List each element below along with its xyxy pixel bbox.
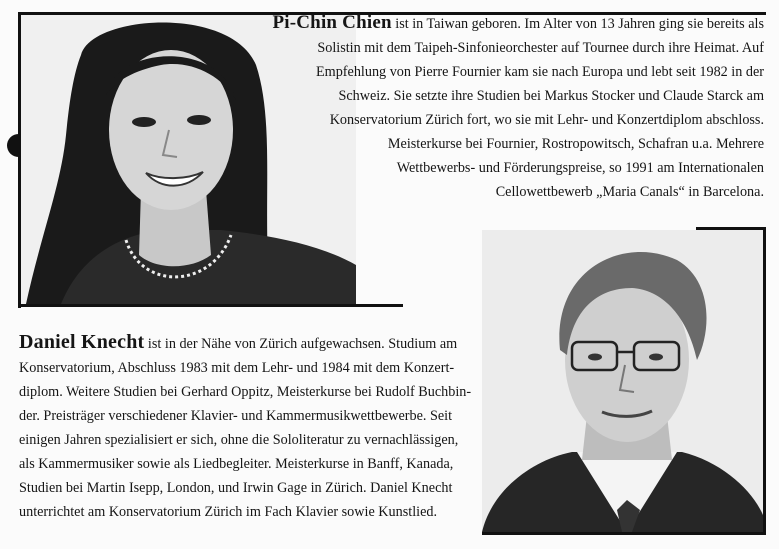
daniel-bio-line: der. Preisträger verschiedener Klavier- und Kammermusikwettbewerbe. Seit <box>19 408 453 424</box>
daniel-bio-line: einigen Jahren spezialisiert er sich, ohne die Sololiteratur zu vernachlässigen, <box>19 432 459 448</box>
pichin-bio <box>214 11 764 204</box>
daniel-bio <box>19 330 489 524</box>
daniel-portrait-image <box>482 230 763 532</box>
pichin-bio-line: Empfehlung von Pierre Fournier kam sie nach Europa und lebt seit 1982 in der <box>316 64 764 80</box>
pichin-name: Pi-Chin Chien <box>272 12 392 33</box>
pichin-bio-line: Wettbewerbs- und Förderungspreise, so 1991 am Internationalen <box>396 160 764 176</box>
pichin-bio-line: Konservatorium Zürich fort, wo sie mit Lehr- und Konzertdiplom abschloss. <box>329 112 764 128</box>
daniel-bio-line: unterrichtet am Konservatorium Zürich im Fach Klavier sowie Kunstlied. <box>19 504 438 520</box>
middle-rule <box>18 304 403 307</box>
daniel-bio-line: als Kammermusiker sowie als Liedbegleiter. Meisterkurse in Banff, Kanada, <box>19 456 454 472</box>
pichin-bio-line: Schweiz. Sie setzte ihre Studien bei Markus Stocker und Claude Starck am <box>338 88 764 104</box>
pichin-bio-line: Pi-Chin Chien ist in Taiwan geboren. Im Alter von 13 Jahren ging sie bereits als <box>272 12 764 33</box>
daniel-bio-line: diplom. Weitere Studien bei Gerhard Oppitz, Meisterkurse bei Rudolf Buchbin- <box>19 384 472 400</box>
pichin-bio-line: Cellowettbewerb „Maria Canals“ in Barcelona. <box>495 184 764 200</box>
bottom-rule <box>482 532 766 535</box>
pichin-bio-line: Solistin mit dem Taipeh-Sinfonieorchester auf Tournee durch ihre Heimat. Auf <box>317 40 764 56</box>
daniel-name: Daniel Knecht <box>19 331 145 353</box>
daniel-bio-line: Konservatorium, Abschluss 1983 mit dem Lehr- und 1984 mit dem Konzert- <box>19 360 455 376</box>
right-rule <box>763 227 766 535</box>
pichin-bio-line: Meisterkurse bei Fournier, Rostropowitsch, Schafran u.a. Mehrere <box>387 136 764 152</box>
daniel-bio-line: Daniel Knecht ist in der Nähe von Zürich aufgewachsen. Studium am <box>19 331 458 353</box>
daniel-portrait <box>482 230 763 532</box>
daniel-bio-line: Studien bei Martin Isepp, London, und Irwin Gage in Zürich. Daniel Knecht <box>19 480 453 496</box>
